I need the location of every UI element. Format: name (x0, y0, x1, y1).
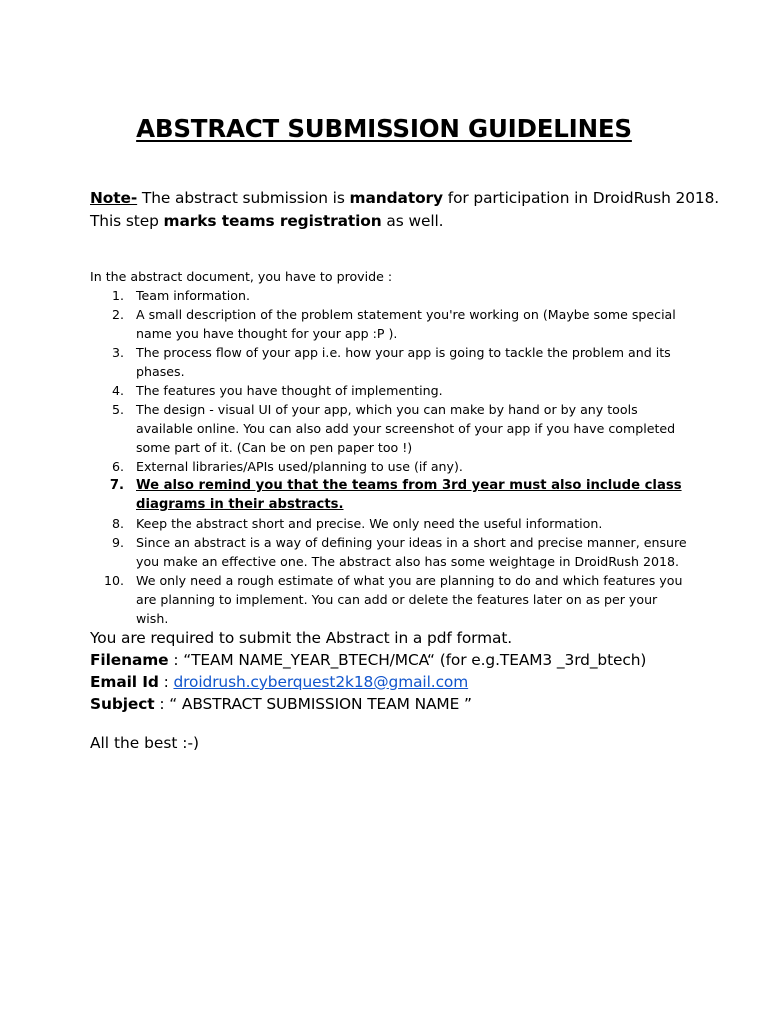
submission-instruction: You are required to submit the Abstract in a pdf format. (90, 629, 513, 647)
note-text-4: as well. (381, 212, 444, 230)
list-item (90, 533, 690, 571)
list-item (90, 305, 690, 343)
list-item-number: 8. (111, 516, 124, 531)
note-text-2: for participation in DroidRush 2018. (442, 189, 720, 207)
list-item-text: The process flow of your app i.e. how your app is going to tackle the problem and its phases. (136, 345, 671, 379)
note-paragraph (90, 187, 730, 233)
submission-info (90, 627, 730, 715)
list-item-number: 1. (111, 288, 124, 303)
list-item (90, 400, 690, 457)
list-item-text: We only need a rough estimate of what you are planning to do and which features you are planning to implement. You can add or delete the features later on as per your wish. (136, 573, 683, 626)
list-item-number: 2. (111, 307, 124, 322)
filename-line (90, 649, 730, 671)
list-item-text: A small description of the problem statement you're working on (Maybe some special name you have thought for your app :P ). (136, 307, 676, 341)
list-item (90, 343, 690, 381)
subject-line (90, 693, 730, 715)
list-item-number: 4. (111, 383, 124, 398)
list-intro: In the abstract document, you have to provide : (90, 269, 393, 284)
note-label: Note- (90, 189, 138, 207)
filename-label: Filename (90, 651, 169, 669)
list-item-text: We also remind you that the teams from 3rd year must also include class diagrams in their abstracts. (136, 478, 682, 512)
list-item (90, 514, 690, 533)
note-text-3: This step (90, 212, 164, 230)
email-link[interactable]: droidrush.cyberquest2k18@gmail.com (173, 673, 469, 691)
list-item-text: The design - visual UI of your app, which you can make by hand or by any tools available online. You can also add your screenshot of your app if you have completed some part of it. (Can be on pen paper too !) (136, 402, 676, 455)
list-item-text: External libraries/APIs used/planning to use (if any). (136, 459, 463, 474)
list-item-number: 9. (111, 535, 124, 550)
list-item-text: Keep the abstract short and precise. We only need the useful information. (136, 516, 603, 531)
list-item (90, 457, 690, 476)
list-item-number: 3. (111, 345, 124, 360)
list-item-number: 5. (111, 402, 124, 417)
note-bold-mandatory: mandatory (349, 189, 443, 207)
subject-value: : “ ABSTRACT SUBMISSION TEAM NAME ” (154, 695, 472, 713)
list-item (90, 381, 690, 400)
list-item-number: 10. (103, 573, 124, 588)
subject-label: Subject (90, 695, 155, 713)
list-item-text: Team information. (136, 288, 250, 303)
note-bold-registration: marks teams registration (163, 212, 382, 230)
list-item-number: 7. (109, 478, 124, 493)
email-line (90, 671, 730, 693)
page-title: ABSTRACT SUBMISSION GUIDELINES (136, 114, 632, 143)
note-text-1: The abstract submission is (137, 189, 350, 207)
list-item-text: Since an abstract is a way of defining your ideas in a short and precise manner, ensure you make an effective one. The abstract also has some weightage in DroidRush 2018. (136, 535, 687, 569)
email-separator: : (158, 673, 174, 691)
list-item-number: 6. (111, 459, 124, 474)
list-item (90, 286, 690, 305)
email-label: Email Id (90, 673, 159, 691)
closing-line: All the best :-) (90, 734, 200, 752)
list-item-emphasized (90, 476, 690, 514)
filename-value: : “TEAM NAME_YEAR_BTECH/MCA“ (for e.g.TEAM3 _3rd_btech) (168, 651, 647, 669)
list-item-text: The features you have thought of implementing. (136, 383, 443, 398)
guidelines-list (90, 286, 690, 628)
list-item (90, 571, 690, 628)
